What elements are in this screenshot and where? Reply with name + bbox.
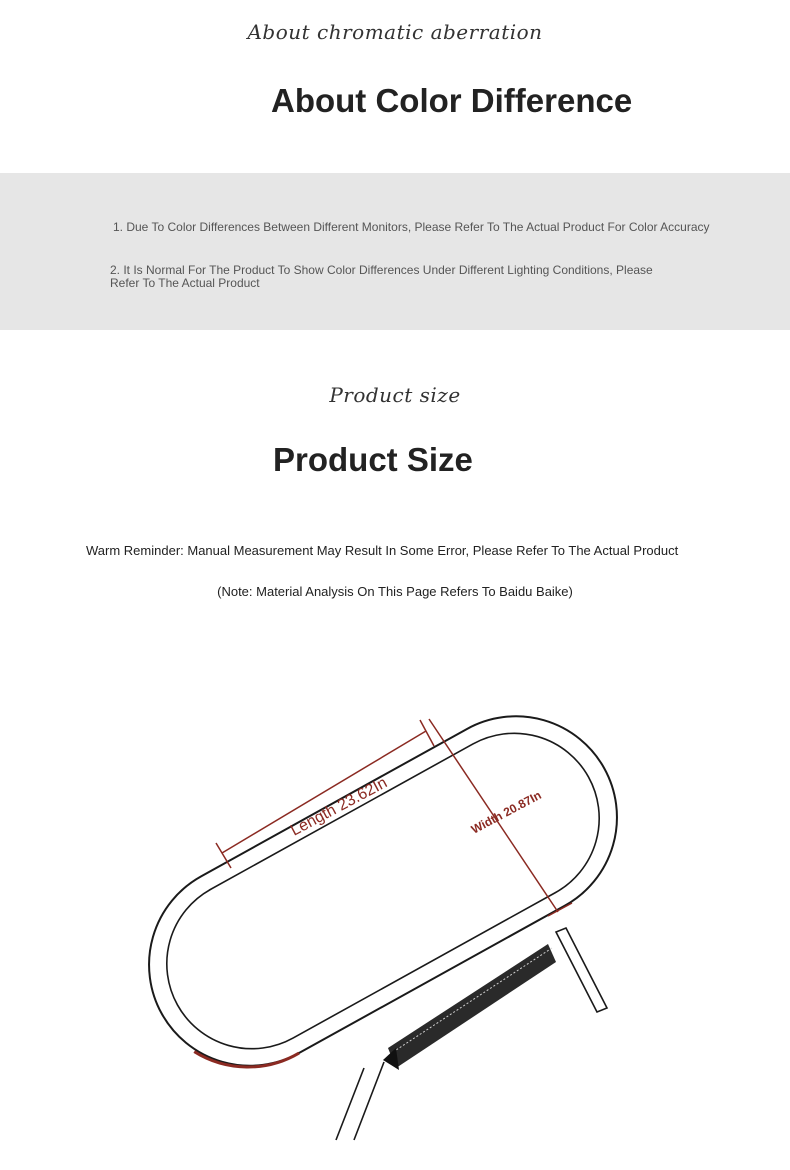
- width-label: Width 20.87In: [468, 788, 544, 837]
- color-script-title: About chromatic aberration: [247, 20, 543, 44]
- table-top-outline: [113, 680, 654, 1102]
- length-dimension: [216, 720, 434, 868]
- baike-note: (Note: Material Analysis On This Page Refers To Baidu Baike): [217, 584, 573, 599]
- color-note-2-continued: Refer To The Actual Product: [110, 276, 260, 290]
- table-edge-band: [383, 944, 556, 1070]
- size-script-title: Product size: [329, 383, 461, 407]
- size-section-title: Product Size: [273, 441, 473, 478]
- color-note-1: 1. Due To Color Differences Between Different Monitors, Please Refer To The Actual Product For Color Accuracy: [113, 220, 710, 234]
- table-legs: [336, 928, 607, 1140]
- color-note-2: 2. It Is Normal For The Product To Show Color Differences Under Different Lighting Conditions, Please: [110, 263, 653, 277]
- length-label: Length 23.62In: [287, 774, 391, 840]
- warm-reminder: Warm Reminder: Manual Measurement May Result In Some Error, Please Refer To The Actual Product: [86, 543, 679, 558]
- color-section-title: About Color Difference: [271, 82, 633, 119]
